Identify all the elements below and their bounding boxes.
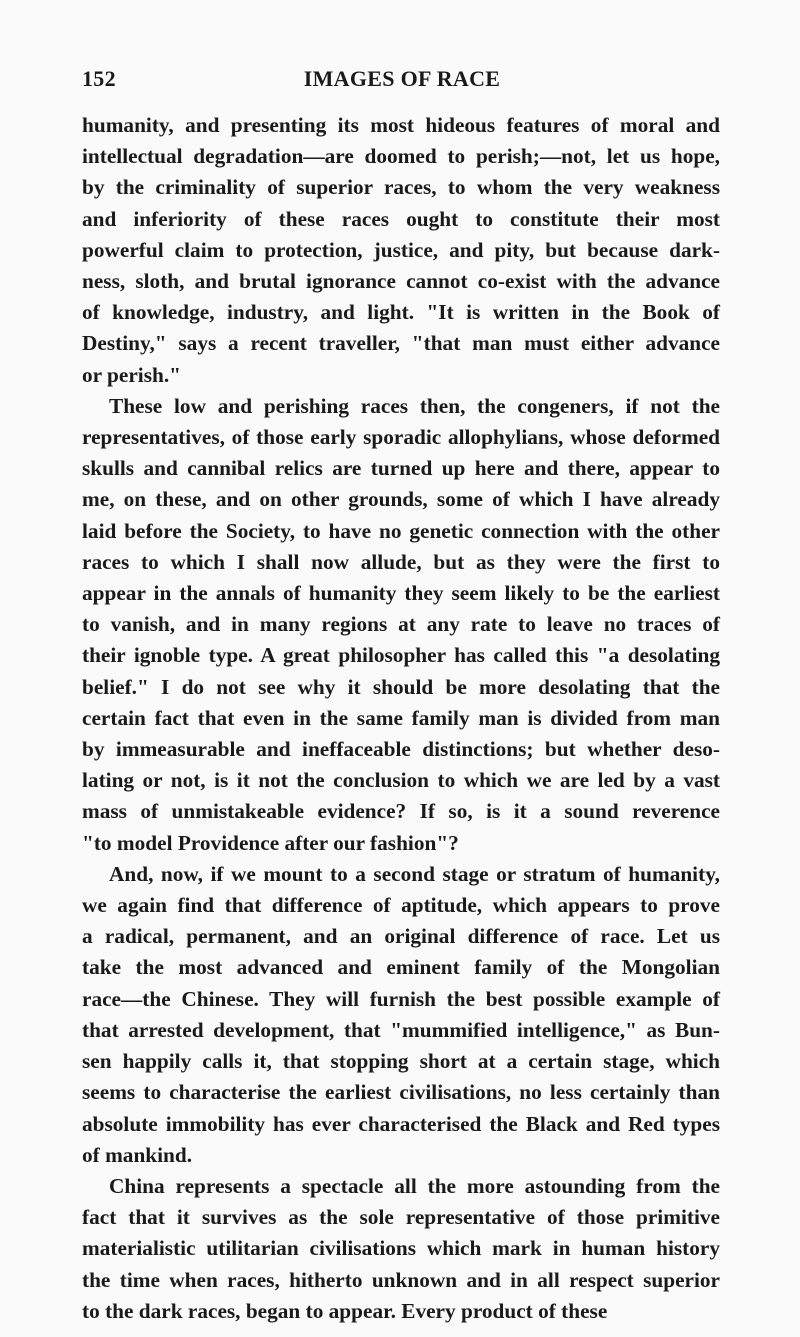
text-line: their ignoble type. A great philosopher has called this "a desolating: [82, 643, 720, 668]
text-line: China represents a spectacle all the more astounding from the: [109, 1173, 720, 1198]
text-line: by the criminality of superior races, to whom the very weakness: [82, 175, 720, 200]
text-line: the time when races, hitherto unknown and in all respect superior: [82, 1267, 720, 1292]
paragraph: [82, 1171, 720, 1327]
text-line: humanity, and presenting its most hideous features of moral and: [82, 113, 720, 137]
text-line: appear in the annals of humanity they seem likely to be the earliest: [82, 581, 720, 606]
text-line: These low and perishing races then, the congeners, if not the: [109, 393, 720, 418]
paragraph: [82, 110, 720, 391]
text-line: or perish.": [82, 362, 181, 387]
text-line: races to which I shall now allude, but as they were the first to: [82, 549, 720, 574]
text-line: a radical, permanent, and an original difference of race. Let us: [82, 924, 720, 949]
text-line: mass of unmistakeable evidence? If so, is it a sound reverence: [82, 799, 720, 824]
text-line: belief." I do not see why it should be more desolating that the: [82, 674, 720, 699]
text-line: skulls and cannibal relics are turned up here and there, appear to: [82, 456, 720, 481]
paragraph: [82, 859, 720, 1171]
text-line: powerful claim to protection, justice, and pity, but because dark-: [82, 237, 720, 262]
text-line: take the most advanced and eminent family of the Mongolian: [82, 955, 720, 980]
text-line: materialistic utilitarian civilisations which mark in human history: [82, 1236, 720, 1261]
text-line: lating or not, is it not the conclusion to which we are led by a vast: [82, 768, 720, 793]
text-line: certain fact that even in the same family man is divided from man: [82, 705, 720, 730]
page-number: 152: [82, 66, 116, 91]
text-line: that arrested development, that "mummified intelligence," as Bun-: [82, 1017, 720, 1042]
text-line: fact that it survives as the sole representative of those primitive: [82, 1205, 720, 1230]
text-line: race—the Chinese. They will furnish the best possible example of: [82, 986, 720, 1011]
running-title: IMAGES OF RACE: [303, 66, 501, 91]
text-line: seems to characterise the earliest civilisations, no less certainly than: [82, 1080, 720, 1105]
text-line: to vanish, and in many regions at any rate to leave no traces of: [82, 612, 720, 637]
text-line: intellectual degradation—are doomed to perish;—not, let us hope,: [82, 144, 720, 169]
text-line: we again find that difference of aptitude, which appears to prove: [82, 893, 720, 918]
text-line: absolute immobility has ever characterised the Black and Red types: [82, 1111, 720, 1136]
text-line: "to model Providence after our fashion"?: [82, 830, 459, 855]
running-header: [82, 66, 722, 96]
paragraph: [82, 391, 720, 859]
text-line: sen happily calls it, that stopping short at a certain stage, which: [82, 1049, 720, 1074]
text-line: Destiny," says a recent traveller, "that man must either advance: [82, 331, 720, 356]
text-line: me, on these, and on other grounds, some of which I have already: [82, 487, 720, 512]
text-line: to the dark races, began to appear. Every product of these: [82, 1298, 608, 1323]
text-line: ness, sloth, and brutal ignorance cannot co-exist with the advance: [82, 269, 720, 294]
body-text: [82, 110, 720, 1327]
text-line: representatives, of those early sporadic allophylians, whose deformed: [82, 425, 720, 450]
text-line: laid before the Society, to have no genetic connection with the other: [82, 518, 720, 543]
text-line: of mankind.: [82, 1142, 193, 1167]
text-line: by immeasurable and ineffaceable distinctions; but whether deso-: [82, 737, 720, 762]
text-line: of knowledge, industry, and light. "It is written in the Book of: [82, 300, 720, 325]
text-line: And, now, if we mount to a second stage or stratum of humanity,: [109, 861, 720, 886]
text-line: and inferiority of these races ought to constitute their most: [82, 206, 720, 231]
